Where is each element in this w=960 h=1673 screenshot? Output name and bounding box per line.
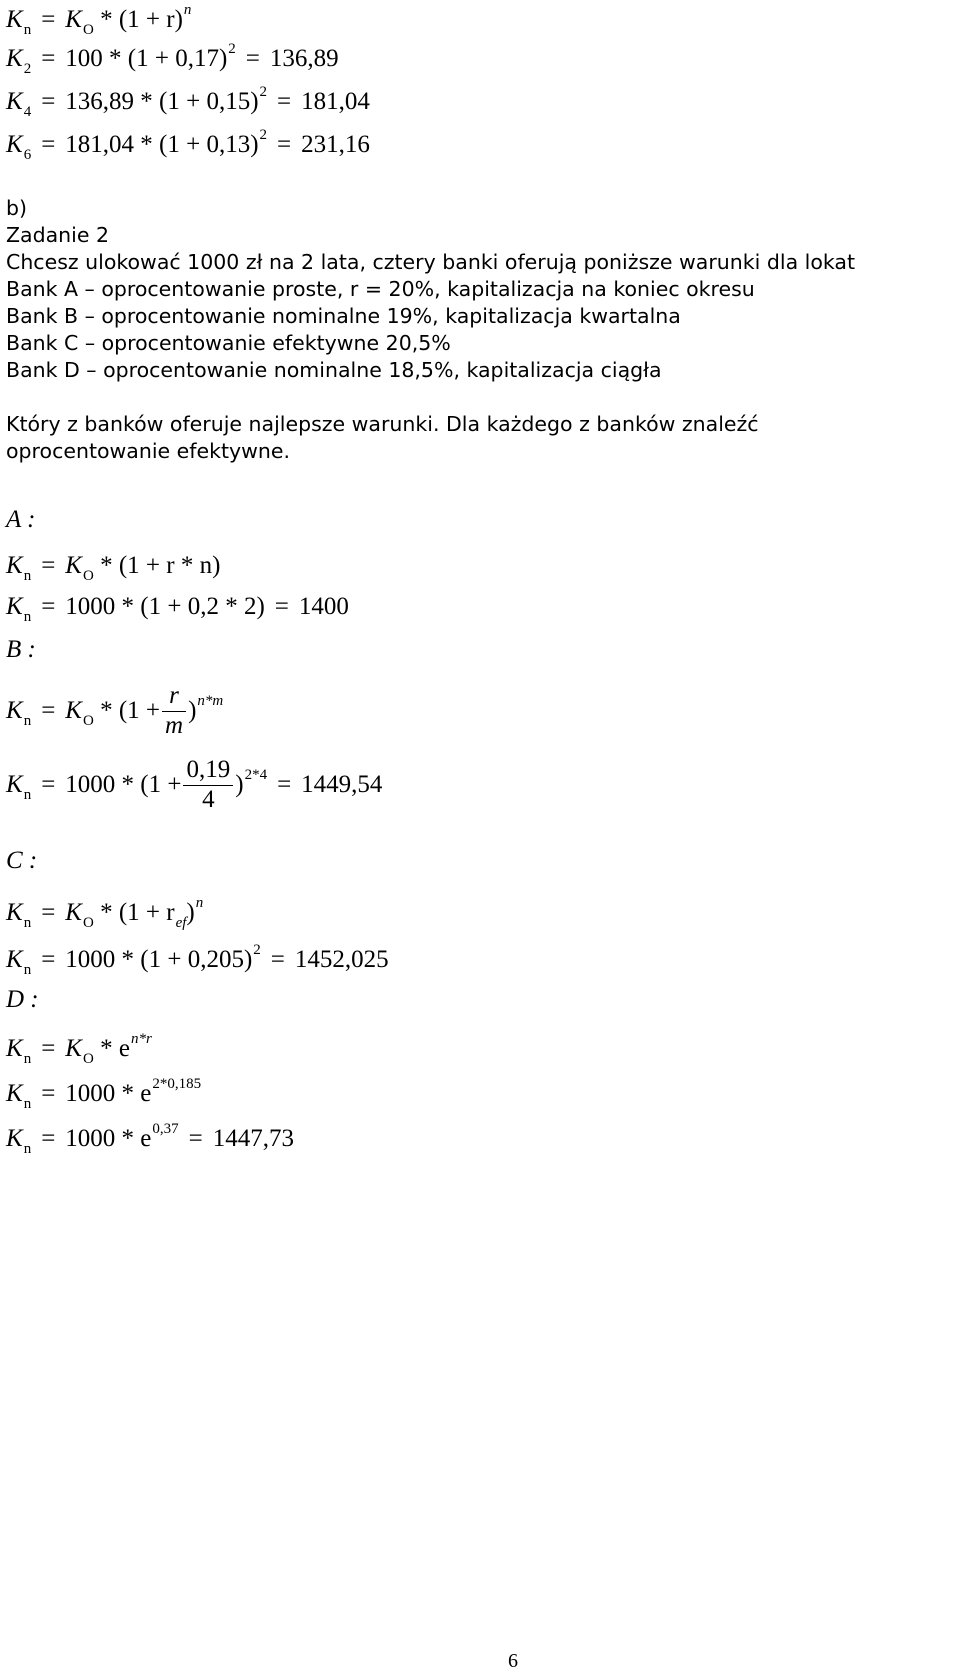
task-intro: Chcesz ulokować 1000 zł na 2 lata, cztery banki oferują poniższe warunki dla lokat bbox=[6, 250, 855, 274]
formula-a-result: $K_n = 1000 * (1 + 0,2 * 2) = 1400$ bbox=[6, 593, 349, 625]
formula-b-result: $K_n = 1000 * (1$ + $\frac{0,19}{4}$ )$^{2*4}$ = 1449,54 bbox=[6, 756, 383, 813]
bank-d-conditions: Bank D – oprocentowanie nominalne 18,5%, kapitalizacja ciągła bbox=[6, 358, 662, 382]
formula-c-result: $K_n = 1000 * (1 + 0,205)^2 = 1452,025$ bbox=[6, 942, 389, 978]
formula-c-effective: $K_n = K_O * (1 + r_{ef})^n$ bbox=[6, 895, 204, 931]
bank-c-conditions: Bank C – oprocentowanie efektywne 20,5% bbox=[6, 331, 451, 355]
formula-general-compound: $K_n = K_O * (1 + r)^n$ bbox=[6, 2, 192, 38]
formula-a-simple-interest: $K_n = K_O * (1 + r * n)$ bbox=[6, 552, 221, 584]
solution-a-label: A : bbox=[6, 506, 36, 533]
fraction-r-over-m: $\frac{r}{m}$ bbox=[162, 682, 186, 741]
formula-k2: $K_2 = 100 * (1 + 0,17)^2 = 136,89$ bbox=[6, 41, 339, 77]
bank-a-conditions: Bank A – oprocentowanie proste, r = 20%, kapitalizacja na koniec okresu bbox=[6, 277, 755, 301]
task-title: Zadanie 2 bbox=[6, 223, 110, 247]
bank-b-conditions: Bank B – oprocentowanie nominalne 19%, kapitalizacja kwartalna bbox=[6, 304, 681, 328]
section-label-b: b) bbox=[6, 196, 28, 220]
formula-b-periodic: $K_n = K_O * (1$ + $\frac{r}{m}$ )$^{n*m}$ bbox=[6, 682, 224, 739]
page-number: 6 bbox=[508, 1650, 518, 1672]
task-question-line2: oprocentowanie efektywne. bbox=[6, 439, 291, 463]
formula-d-substituted: $K_n = 1000 * e^{2*0,185}$ bbox=[6, 1076, 202, 1112]
solution-d-label: D : bbox=[6, 986, 39, 1013]
task-question-line1: Który z banków oferuje najlepsze warunki. Dla każdego z banków znaleźć bbox=[6, 412, 759, 436]
formula-k6: $K_6 = 181,04 * (1 + 0,13)^2 = 231,16$ bbox=[6, 127, 370, 163]
solution-b-label: B : bbox=[6, 636, 36, 663]
formula-d-result: $K_n = 1000 * e^{0,37} = 1447,73$ bbox=[6, 1121, 295, 1157]
formula-k4: $K_4 = 136,89 * (1 + 0,15)^2 = 181,04$ bbox=[6, 84, 370, 120]
formula-d-continuous: $K_n = K_O * e^{n*r}$ bbox=[6, 1031, 152, 1067]
solution-c-label: C : bbox=[6, 847, 38, 874]
fraction-rate-over-periods: $\frac{0,19}{4}$ bbox=[183, 756, 233, 815]
